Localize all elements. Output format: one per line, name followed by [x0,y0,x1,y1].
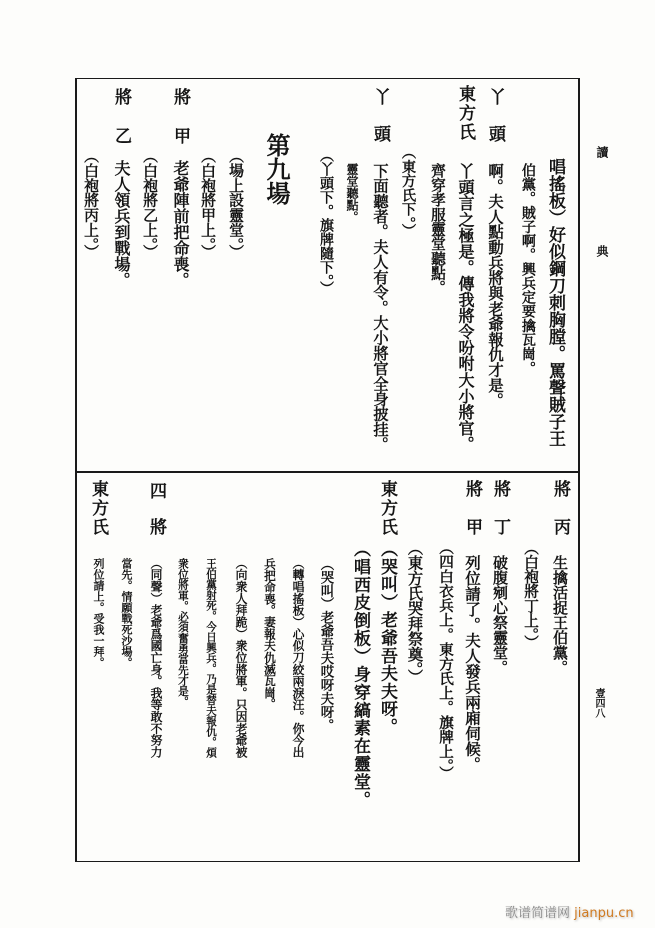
speaker-name: 東方氏 [88,480,108,537]
speaker-name: 東方氏 [377,480,397,537]
script-line: 列位請了。夫人發兵兩廂伺候。 [463,555,482,772]
stage-direction: （場上設靈堂。） [227,148,245,260]
script-line: 唱搖板）好似鋼刀刺胸膛。罵聲賊子王 [545,158,565,447]
script-line: 當先。情願戰死沙場。 [120,558,133,668]
stage-direction: （白袍將甲上。） [199,148,217,260]
speaker-name: 將甲 [170,88,190,166]
watermark-site-name: 歌谱简谱网 [505,906,571,921]
speaker-name: 將甲 [462,480,482,556]
script-line: 衆位將軍。必須奮勇當先才是。 [177,558,190,707]
script-line: （轉唱搖板）心似刀絞兩淚汪。你今出 [291,557,305,758]
stage-direction: （東方氏下。） [400,145,416,238]
script-line: 下面聽者。夫人有令。大小將官全身披挂。 [371,163,389,452]
speaker-name: 將乙 [111,88,131,166]
script-line: 列位請上。受我一拜。 [92,558,105,668]
script-line: 兵把命喪。妻報夫仇滅瓦崗。 [263,558,277,710]
script-line: 老爺陣前把命喪。 [171,160,190,288]
stage-direction: （白袍將乙上。） [141,148,159,260]
script-line: （同聲）老爺爲國亡身。我等敢不努力 [149,557,163,758]
script-line: （哭叫）老爺吾夫夫呀。 [377,540,397,736]
script-line: 夫人領兵到戰場。 [112,160,131,288]
speaker-name: 將丙 [550,480,570,556]
watermark-url: jianpu.cn [574,906,634,921]
header-char-2: 典 [595,245,609,257]
speaker-name: 丫頭 [485,88,505,162]
script-line: 伯黨。賊子啊。興兵定要擒瓦崗。 [520,163,536,375]
stage-direction: （丫頭下。旗牌隨下。） [318,148,334,295]
stage-direction: （東方氏哭拜祭奠。） [406,540,424,685]
speaker-name: 四將 [146,482,166,554]
page-number: 壹四八 [593,688,604,718]
script-line: 丫頭言之極是。傳我將令吩咐大小將官。 [456,163,475,452]
script-line: 齊穿孝服靈堂聽點。 [429,163,446,295]
speaker-name: 丫頭 [370,88,390,162]
watermark [505,902,634,921]
speaker-name: 將丁 [490,480,510,556]
script-line: 生擒活捉王伯黨。 [551,555,569,675]
script-line: （唱西皮倒板）身穿縞素在靈堂。 [350,540,370,809]
script-line: 靈堂聽點。 [345,163,359,223]
script-line: 啊。夫人點動兵將與老爺報仇才是。 [486,163,504,408]
header-char-1: 讀 [595,146,609,158]
stage-direction: （四白衣兵上。東方氏上。旗牌上。） [437,540,454,781]
speaker-name: 東方氏 [455,85,475,142]
script-line: （向衆人拜跪）衆位將軍。只因老爺被 [234,557,248,758]
script-line: 王伯黨射死。今日興兵。乃是替夫報仇。煩 [205,558,217,758]
script-line: （哭叫）老爺吾夫哎呀夫呀。 [318,557,334,732]
stage-direction: （白袍將丁上。） [522,540,539,650]
section-divider [75,471,580,473]
script-line: 破腹剜心祭靈堂。 [491,555,509,675]
stage-direction: （白袍將丙上。） [82,148,100,260]
scene-title: 第九場 [262,133,291,205]
